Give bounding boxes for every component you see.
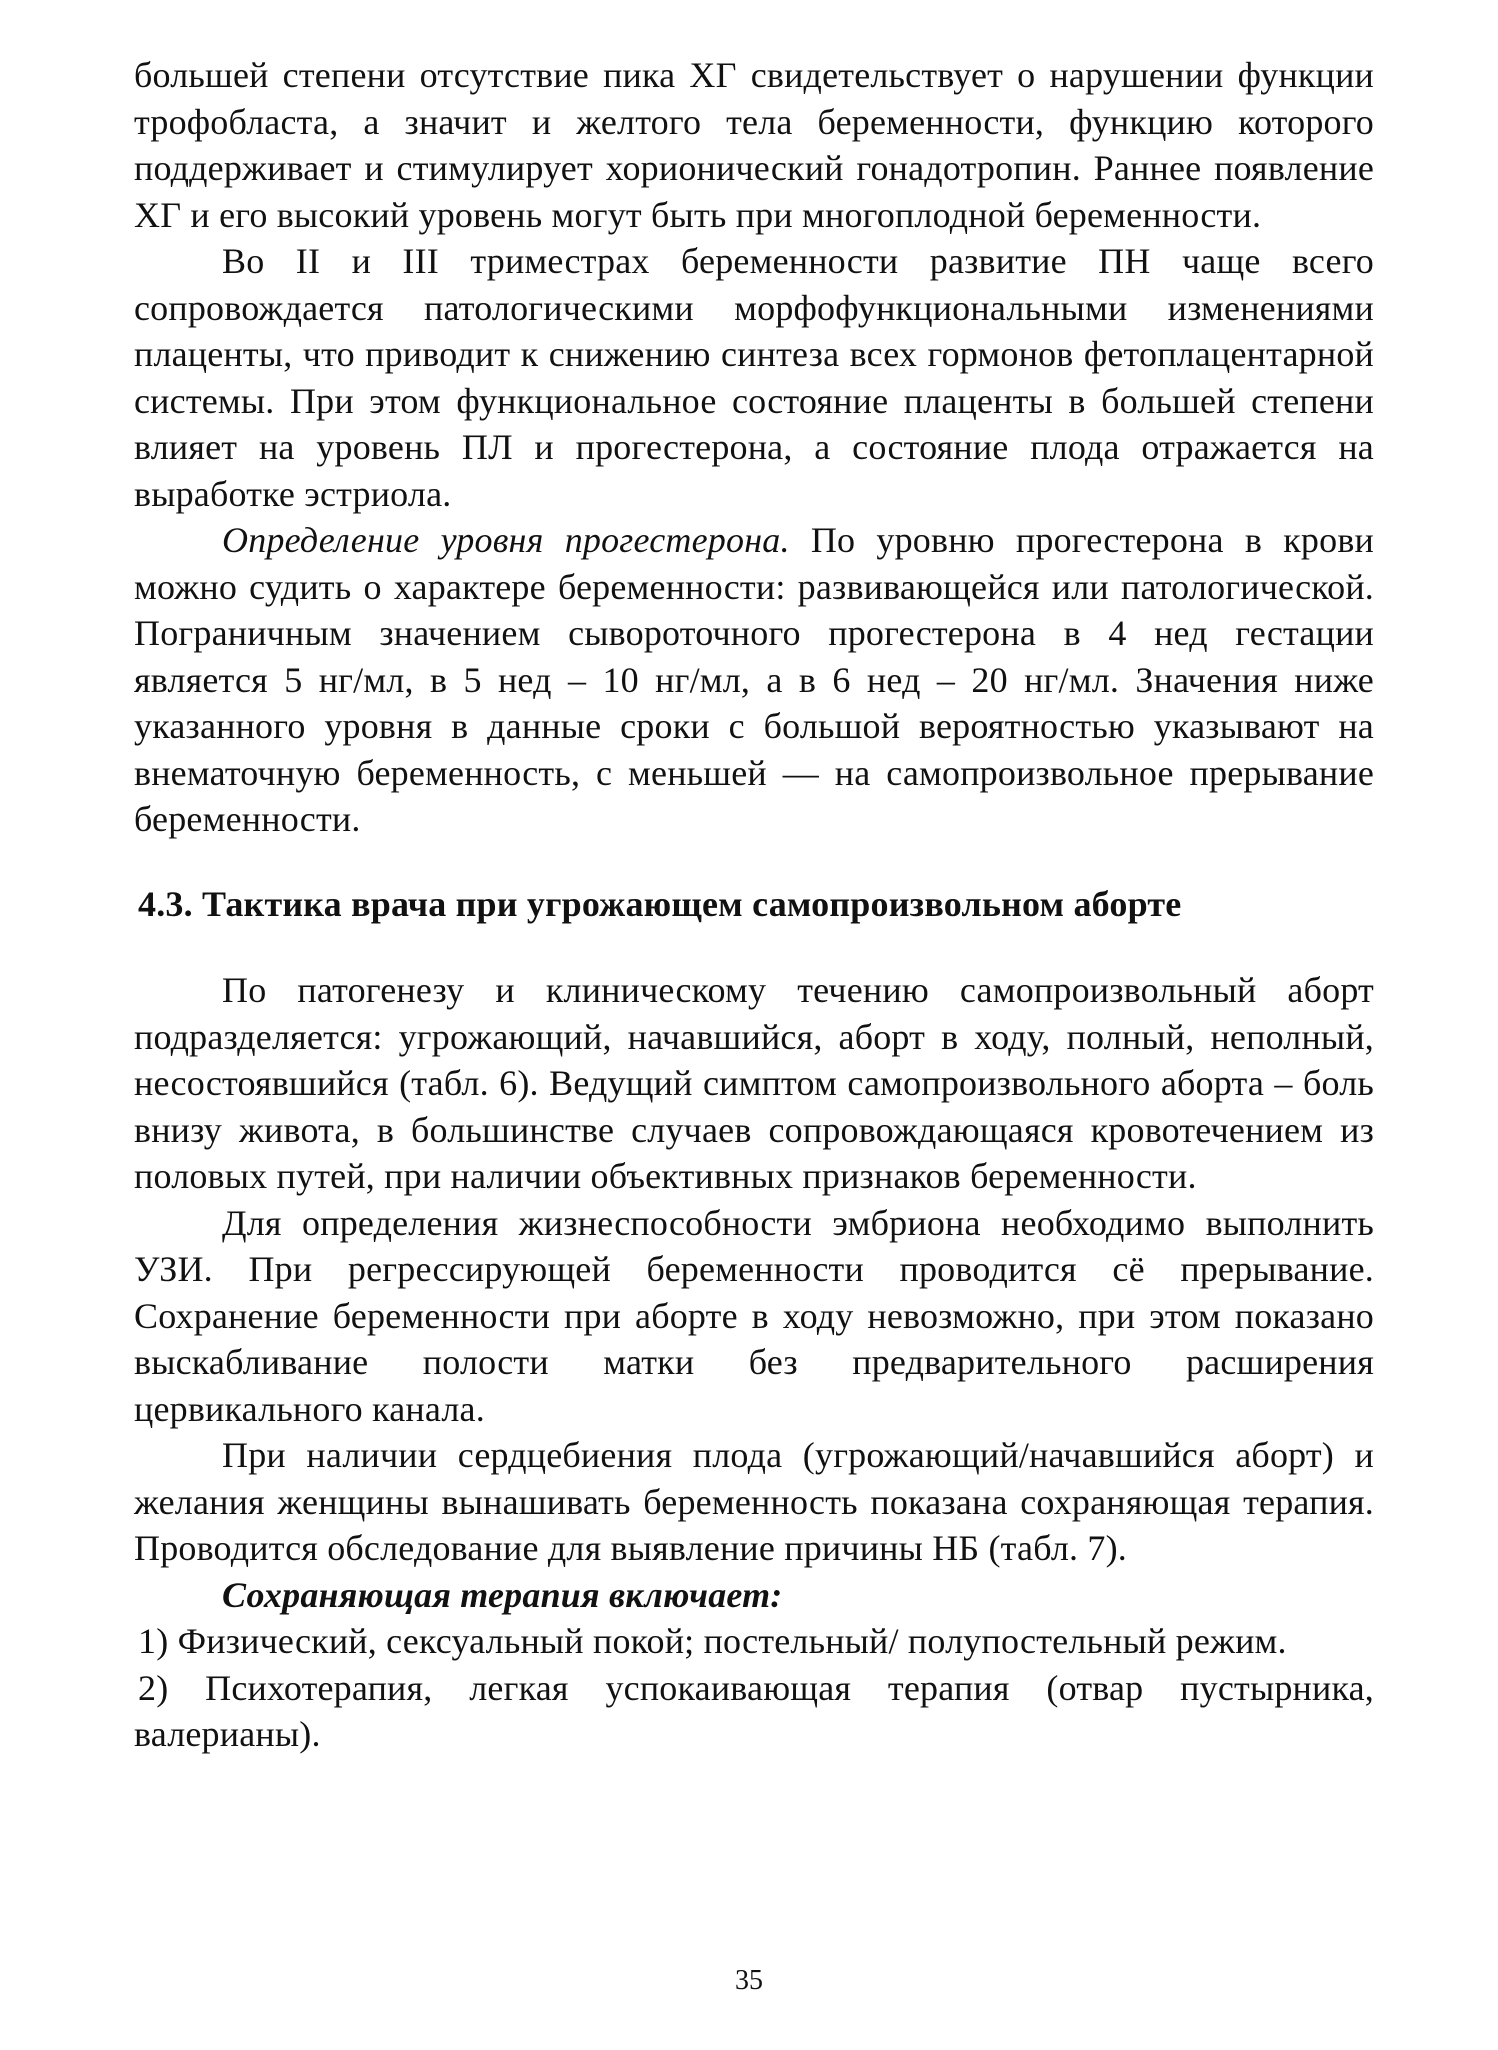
progesterone-lead: Определение уровня прогестерона. [222,520,790,560]
paragraph-pathogenesis: По патогенезу и клиническому течению самопроизвольный аборт подразделяется: угрожающий, начавшийся, аборт в ходу, полный, неполный, несостоявшийся (табл. 6). Ведущий симптом самопроизвольного аборта – боль внизу живота, в большинстве случаев сопровождающаяся кровотечением из половых путей, при наличии объективных признаков беременности. [134,970,1374,1196]
list-item: 1) Физический, сексуальный покой; постельный/ полупостельный режим. [138,1621,1287,1661]
document-page [134,52,1374,1758]
section-heading: 4.3. Тактика врача при угрожающем самопроизвольном аборте [138,883,1182,924]
paragraph-progesterone [134,517,1374,843]
paragraph-preserving-therapy: При наличии сердцебиения плода (угрожающий/начавшийся аборт) и желания женщины вынашивать беременность показана сохраняющая терапия. Проводится обследование для выявление причины НБ (табл. 7). [134,1435,1374,1568]
paragraph-hcg-trophoblast: большей степени отсутствие пика ХГ свидетельствует о нарушении функции трофобласта, а значит и желтого тела беременности, функцию которого поддерживает и стимулирует хорионический гонадотропин. Раннее появление ХГ и его высокий уровень могут быть при многоплодной беременности. [134,55,1374,235]
progesterone-body: По уровню прогестерона в крови можно судить о характере беременности: развивающейся или патологической. Пограничным значением сывороточного прогестерона в 4 нед гестации является 5 нг/мл, в 5 нед – 10 нг/мл, а в 6 нед – 20 нг/мл. Значения ниже указанного уровня в данные сроки с большой вероятностью указывают на внематочную беременность, с меньшей — на самопроизвольное прерывание беременности. [134,520,1374,839]
page-number: 35 [735,1965,763,1996]
list-item: 2) Психотерапия, легкая успокаивающая терапия (отвар пустырника, валерианы). [134,1667,1374,1754]
paragraph-trimesters: Во II и III триместрах беременности развитие ПН чаще всего сопровождается патологическими морфофункциональными изменениями плаценты, что приводит к снижению синтеза всех гормонов фетоплацентарной системы. При этом функциональное состояние плаценты в большей степени влияет на уровень ПЛ и прогестерона, а состояние плода отражается на выработке эстриола. [134,241,1374,514]
therapy-heading: Сохраняющая терапия включает: [222,1574,783,1615]
paragraph-ultrasound: Для определения жизнеспособности эмбриона необходимо выполнить УЗИ. При регрессирующей беременности проводится сё прерывание. Сохранение беременности при аборте в ходу невозможно, при этом показано выскабливание полости матки без предварительного расширения цервикального канала. [134,1202,1374,1429]
